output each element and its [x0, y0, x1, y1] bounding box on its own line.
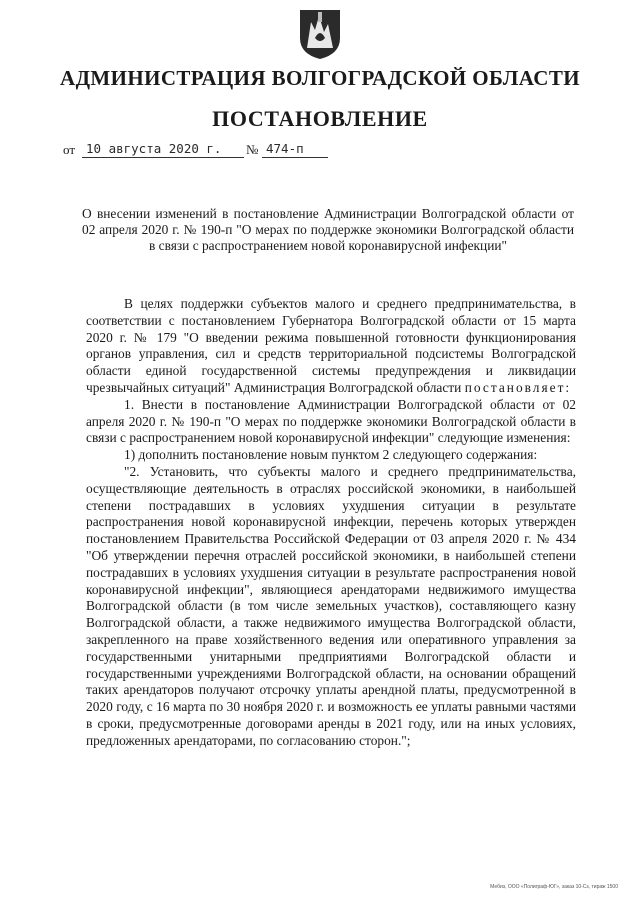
document-subject: О внесении изменений в постановление Администрации Волгоградской области от 02 апреля 2020 г. № 190-п "О мерах по поддержке экономики Волгоградской области в связи с распространением новой коронавирусной инфекции" — [82, 206, 574, 254]
paragraph-preamble — [86, 296, 576, 397]
document-type-title: ПОСТАНОВЛЕНИЕ — [212, 106, 428, 131]
date-number-line — [0, 140, 640, 160]
decree-word: постановляет: — [464, 379, 572, 395]
date-label: от — [63, 142, 76, 157]
print-footer: Мебиз, ООО «Полиграф-ЮГ», заказ 10-Сз, тираж 1500 — [490, 884, 618, 890]
number-label: № — [246, 142, 259, 157]
number-value: 474-п — [262, 141, 328, 158]
paragraph-item-1: 1. Внести в постановление Администрации Волгоградской области от 02 апреля 2020 г. № 190-п "О мерах по поддержке экономики Волгоградской области в связи с распространением новой коронавирусной инфекции" следующие изменения: — [86, 396, 576, 446]
document-body — [86, 296, 576, 750]
paragraph-new-point-2: "2. Установить, что субъекты малого и среднего предпринимательства, осуществляющие деятельность в отраслях российской экономики, в наибольшей степени пострадавших в условиях ухудшения ситуации в результате распространения новой коронавирусной инфекции, перечень которых утвержден постановлением Правительства Российской Федерации от 03 апреля 2020 г. № 434 "Об утверждении перечня отраслей российской экономики, в наибольшей степени пострадавших в условиях ухудшения ситуации в результате распространения новой коронавирусной инфекции", являющиеся арендаторами недвижимого имущества Волгоградской области (в том числе земельных участков), составляющего казну Волгоградской области, а также недвижимого имущества Волгоградской области, закрепленного на праве хозяйственного ведения или оперативного управления за государственными унитарными предприятиями Волгоградской области и государственными учреждениями Волгоградской области, на основании обращений таких арендаторов получают отсрочку уплаты арендной платы, предусмотренной в 2020 году, с 16 марта по 30 ноября 2020 г. и возможность ее уплаты равными частями в сроки, предусмотренные договорами аренды в 2021 году, или на иных условиях, предложенных арендаторами, по согласованию сторон."; — [86, 463, 576, 748]
preamble-text: В целях поддержки субъектов малого и среднего предпринимательства, в соответствии с постановлением Губернатора Волгоградской области от 15 марта 2020 г. № 179 "О введении режима повышенной готовности функционирования органов управления, сил и средств территориальной подсистемы Волгоградской области единой государственной системы предупреждения и ликвидации чрезвычайных ситуаций" Администрация Волгоградской области — [86, 296, 576, 395]
paragraph-subitem-1: 1) дополнить постановление новым пунктом 2 следующего содержания: — [124, 447, 538, 463]
coat-of-arms-emblem — [297, 8, 343, 60]
date-value: 10 августа 2020 г. — [82, 141, 244, 158]
agency-title: АДМИНИСТРАЦИЯ ВОЛГОГРАДСКОЙ ОБЛАСТИ — [60, 66, 580, 90]
